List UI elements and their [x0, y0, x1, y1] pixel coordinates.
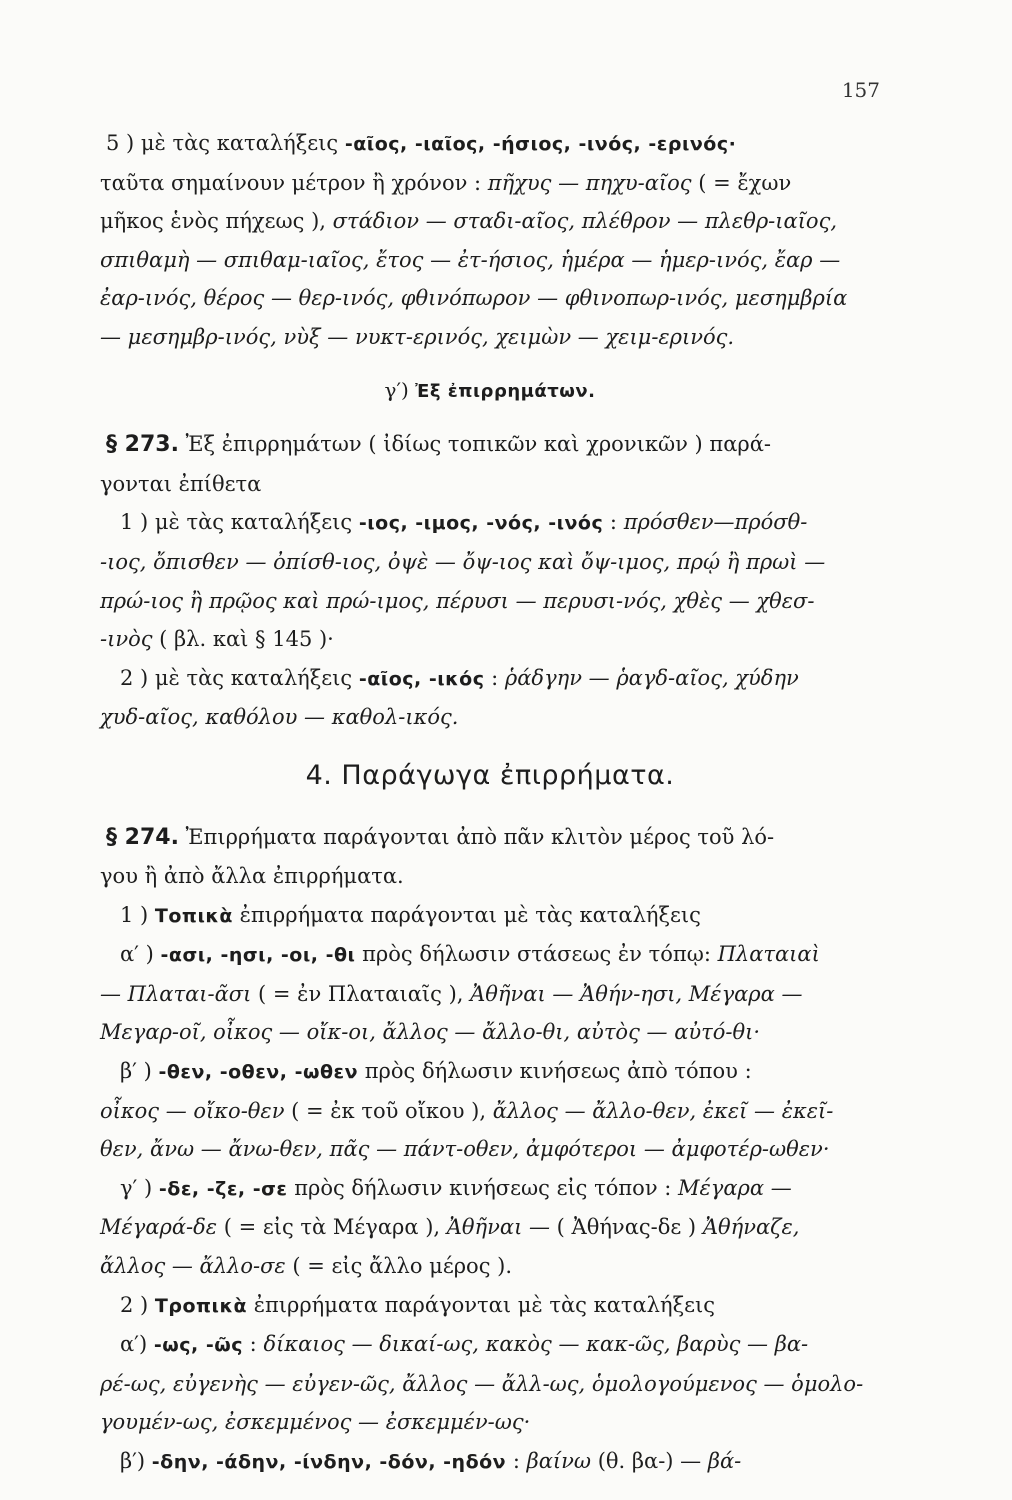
text-line: [100, 202, 880, 241]
text-span: α′ ): [120, 942, 161, 967]
text-line: [100, 935, 880, 975]
example-span: βά-: [707, 1449, 742, 1473]
text-span: Ἐπιρρήματα παράγονται ἀπὸ πᾶν κλιτὸν μέρος τοῦ λό-: [178, 824, 775, 849]
text-span: μῆκος ἑνὸς πήχεως ),: [100, 209, 333, 234]
suffix-list: -αῖος, -ικός: [358, 667, 485, 690]
text-span: β′): [120, 1449, 152, 1473]
text-span: ( βλ. καὶ § 145 )·: [152, 627, 334, 652]
text-span: :: [484, 665, 505, 690]
text-span: α′): [120, 1332, 154, 1357]
text-line: [100, 1092, 880, 1131]
suffix-list: -θεν, -οθεν, -ωθεν: [158, 1061, 359, 1084]
text-span: :: [603, 510, 624, 535]
text-line: χυδ-αῖος, καθόλου — καθολ-ικός.: [100, 705, 459, 730]
text-line: [100, 896, 880, 936]
text-span: ( = ἔχων: [691, 170, 792, 195]
text-span: ἐπιρρήματα παράγονται μὲ τὰς καταλήξεις: [247, 1292, 716, 1317]
example-span: στάδιον — σταδι-αῖος, πλέθρον — πλεθρ-ιαῖος,: [332, 209, 838, 234]
text-span: γ′ ): [120, 1175, 159, 1200]
text-line: [100, 975, 880, 1014]
text-span: β′ ): [120, 1059, 159, 1084]
suffix-list: -δην, -άδην, -ίνδην, -δόν, -ηδόν: [151, 1451, 507, 1473]
example-span: Μέγαρα —: [678, 1175, 792, 1200]
text-span: ( = ἐν Πλαταιαῖς ),: [251, 981, 471, 1006]
text-line: -ιος, ὄπισθεν — ὀπίσθ-ιος, ὀψὲ — ὄψ-ιος καὶ ὄψ-ιμος, πρῴ ἢ πρωὶ —: [100, 549, 826, 574]
category-label: Τοπικὰ: [154, 904, 233, 927]
text-span: ταῦτα σημαίνουν μέτρον ἢ χρόνον :: [100, 170, 488, 195]
text-span: ( = εἰς τὰ Μέγαρα ),: [217, 1215, 447, 1240]
text-line: θεν, ἄνω — ἄνω-θεν, πᾶς — πάντ-οθεν, ἀμφότεροι — ἀμφοτέρ-ωθεν·: [100, 1137, 830, 1162]
suffix-list: -δε, -ζε, -σε: [158, 1177, 288, 1200]
example-span: Μέγαρά-δε: [100, 1215, 218, 1240]
text-span: πρὸς δήλωσιν κινήσεως εἰς τόπον :: [287, 1175, 679, 1200]
text-line: γονται ἐπίθετα: [100, 471, 262, 496]
text-span: πρὸς δήλωσιν κινήσεως ἀπὸ τόπου :: [358, 1059, 752, 1084]
text-line: [100, 659, 880, 699]
subsection-text: Ἐξ ἐπιρρημάτων.: [415, 380, 596, 402]
text-line: [100, 620, 880, 659]
text-line: [100, 818, 880, 858]
text-line: [100, 1286, 880, 1326]
text-line: — μεσημβρ-ινός, νὺξ — νυκτ-ερινός, χειμὼν — χειμ-ερινός.: [100, 324, 735, 349]
suffix-list: -ως, -ῶς: [153, 1334, 243, 1357]
subsection-title: [100, 371, 880, 412]
text-span: ( = εἰς ἄλλο μέρος ).: [285, 1254, 513, 1279]
text-span: πρὸς δήλωσιν στάσεως ἐν τόπῳ:: [355, 942, 718, 967]
text-line: [100, 1442, 880, 1482]
section-number: § 274.: [106, 824, 179, 850]
example-span: — Πλαται-ᾶσι: [100, 981, 252, 1006]
text-span: ἐπιρρήματα παράγονται μὲ τὰς καταλήξεις: [232, 902, 701, 927]
text-line: [100, 425, 880, 465]
text-span: 1 ): [120, 902, 155, 927]
text-line: σπιθαμὴ — σπιθαμ-ιαῖος, ἔτος — ἐτ-ήσιος, ἡμέρα — ἡμερ-ινός, ἔαρ —: [100, 247, 841, 272]
example-span: Ἀθῆναι — Ἀθήν-ησι, Μέγαρα —: [470, 981, 803, 1006]
suffix-list: -ιος, -ιμος, -νός, -ινός: [358, 512, 604, 535]
example-span: πῆχυς — πηχυ-αῖος: [487, 170, 692, 195]
text-line: [100, 1247, 880, 1286]
subsection-label: γ′): [384, 377, 416, 402]
text-line: [100, 124, 880, 164]
example-span: πρόσθεν—πρόσθ-: [623, 510, 808, 535]
text-span: Ἐξ ἐπιρρημάτων ( ἰδίως τοπικῶν καὶ χρονικῶν ) παρά-: [178, 432, 771, 457]
text-span: 1 ) μὲ τὰς καταλήξεις: [120, 510, 359, 535]
text-line: [100, 1169, 880, 1209]
text-span: ( = ἐκ τοῦ οἴκου ),: [284, 1098, 493, 1123]
chapter-heading: 4. Παράγωγα ἐπιρρήματα.: [305, 759, 675, 791]
page-body: [100, 124, 880, 1482]
text-line: Μεγαρ-οῖ, οἶκος — οἴκ-οι, ἄλλος — ἄλλο-θι, αὐτὸς — αὐτό-θι·: [100, 1020, 761, 1045]
example-span: Πλαταιαὶ: [717, 942, 820, 967]
page-number: 157: [841, 78, 880, 102]
text-line: [100, 1325, 880, 1365]
text-span: :: [243, 1332, 264, 1357]
text-line: [100, 1052, 880, 1092]
example-span: βαίνω: [526, 1449, 592, 1473]
text-span: :: [506, 1449, 527, 1473]
example-span: οἶκος — οἴκο-θεν: [100, 1098, 285, 1123]
text-line: [100, 503, 880, 543]
example-span: -ινὸς: [100, 627, 153, 652]
suffix-list: -ασι, -ησι, -οι, -θι: [160, 944, 356, 967]
text-span: 5 ) μὲ τὰς καταλήξεις: [106, 131, 345, 155]
example-span: Ἀθήναζε,: [702, 1215, 800, 1240]
example-span: ἄλλος — ἄλλο-θεν, ἐκεῖ — ἐκεῖ-: [492, 1098, 834, 1123]
text-span: 2 ) μὲ τὰς καταλήξεις: [120, 665, 359, 690]
text-line: πρώ-ιος ἢ πρῷος καὶ πρώ-ιμος, πέρυσι — περυσι-νός, χθὲς — χθεσ-: [100, 588, 815, 613]
example-span: Ἀθῆναι —: [446, 1215, 557, 1240]
section-number: § 273.: [106, 432, 179, 458]
example-span: ἄλλος — ἄλλο-σε: [100, 1254, 286, 1279]
text-line: γουμέν-ως, ἐσκεμμένος — ἐσκεμμέν-ως·: [100, 1410, 531, 1435]
text-line: γου ἢ ἀπὸ ἄλλα ἐπιρρήματα.: [100, 864, 404, 889]
text-line: ρέ-ως, εὐγενὴς — εὐγεν-ῶς, ἄλλος — ἄλλ-ως, ὁμολογούμενος — ὁμολο-: [100, 1371, 864, 1396]
example-span: δίκαιος — δικαί-ως, κακὸς — κακ-ῶς, βαρὺς — βα-: [263, 1332, 809, 1357]
text-line: ἐαρ-ινός, θέρος — θερ-ινός, φθινόπωρον — φθινοπωρ-ινός, μεσημβρία: [100, 286, 848, 311]
suffix-list: -αῖος, -ιαῖος, -ήσιος, -ινός, -ερινός·: [344, 133, 737, 155]
text-span: 2 ): [120, 1292, 155, 1317]
category-label: Τροπικὰ: [154, 1294, 248, 1317]
text-span: ( Ἀθήνας-δε ): [556, 1215, 703, 1240]
text-line: [100, 164, 880, 203]
example-span: ῥάδγην — ῥαγδ-αῖος, χύδην: [504, 665, 799, 690]
text-span: (θ. βα-) —: [591, 1449, 708, 1473]
text-line: [100, 1208, 880, 1247]
